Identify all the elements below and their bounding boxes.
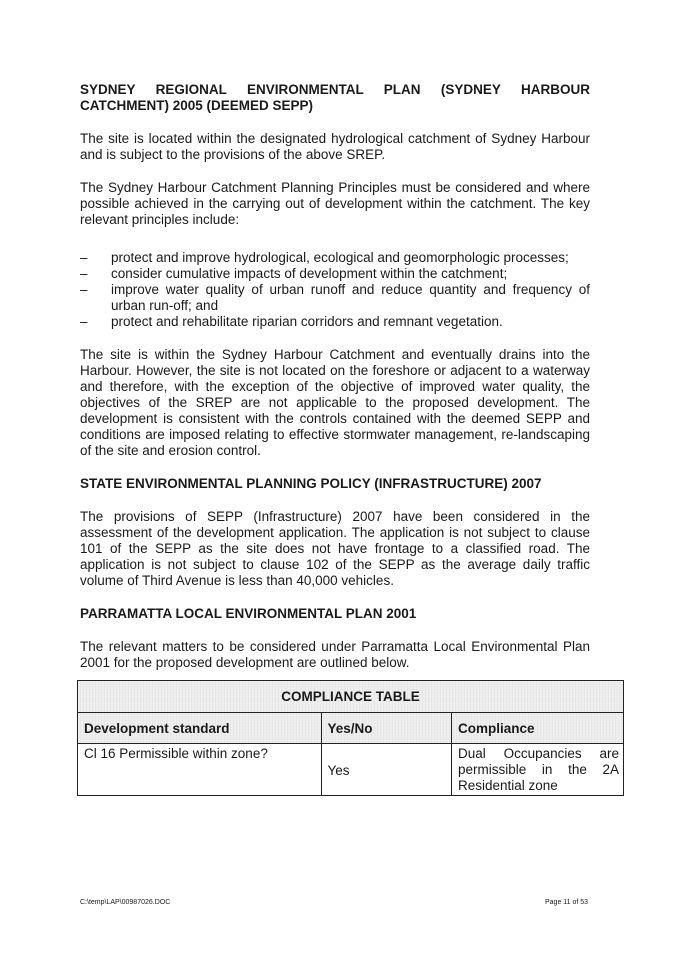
footer-file-path: C:\temp\LAP\00987026.DOC bbox=[80, 899, 171, 906]
list-item: – improve water quality of urban runoff and reduce quantity and frequency of urban run-off; and bbox=[80, 282, 590, 313]
sepp-infrastructure-paragraph: The provisions of SEPP (Infrastructure) 2007 have been considered in the assessment of the development application. The application is not subject to clause 101 of the SEPP as the site does not have frontage to a classified road. The application is not subject to clause 102 of the SEPP as the average daily traffic volume of Third Avenue is less than 40,000 vehicles. bbox=[80, 509, 590, 588]
list-item: – protect and rehabilitate riparian corridors and remnant vegetation. bbox=[80, 314, 503, 329]
dash-bullet: – bbox=[80, 250, 88, 265]
srep-paragraph-2: The Sydney Harbour Catchment Planning Principles must be considered and where possible achieved in the carrying out of development within the catchment. The key relevant principles include: bbox=[80, 180, 590, 227]
dash-bullet: – bbox=[80, 314, 88, 329]
table-row bbox=[78, 744, 624, 796]
header-development-standard: Development standard bbox=[78, 713, 322, 744]
section-heading-lep: PARRAMATTA LOCAL ENVIRONMENTAL PLAN 2001 bbox=[80, 606, 417, 621]
cell-development-standard: Cl 16 Permissible within zone? bbox=[78, 744, 322, 796]
dash-bullet: – bbox=[80, 282, 88, 297]
compliance-table bbox=[77, 680, 624, 796]
srep-paragraph-1: The site is located within the designated hydrological catchment of Sydney Harbour and is subject to the provisions of the above SREP. bbox=[80, 131, 590, 162]
cell-compliance: Dual Occupancies are permissible in the 2A Residential zone bbox=[451, 744, 623, 796]
lep-paragraph: The relevant matters to be considered under Parramatta Local Environmental Plan 2001 for the proposed development are outlined below. bbox=[80, 639, 590, 670]
cell-yes-no: Yes bbox=[321, 744, 451, 796]
footer-page-number: Page 11 of 53 bbox=[545, 899, 589, 906]
dash-bullet: – bbox=[80, 266, 88, 281]
header-yes-no: Yes/No bbox=[321, 713, 451, 744]
header-compliance: Compliance bbox=[451, 713, 623, 744]
section-heading-sepp-infrastructure: STATE ENVIRONMENTAL PLANNING POLICY (INFRASTRUCTURE) 2007 bbox=[80, 476, 542, 491]
srep-paragraph-3: The site is within the Sydney Harbour Catchment and eventually drains into the Harbour. However, the site is not located on the foreshore or adjacent to a waterway and therefore, with the exception of the objective of improved water quality, the objectives of the SREP are not applicable to the proposed development. The development is consistent with the controls contained with the deemed SEPP and conditions are imposed relating to effective stormwater management, re-landscaping of the site and erosion control. bbox=[80, 347, 590, 458]
document-body bbox=[80, 82, 590, 671]
list-item: – protect and improve hydrological, ecological and geomorphologic processes; bbox=[80, 250, 569, 265]
list-item: – consider cumulative impacts of development within the catchment; bbox=[80, 266, 508, 281]
principles-list bbox=[80, 250, 590, 330]
compliance-table-title: COMPLIANCE TABLE bbox=[78, 681, 624, 713]
section-heading-srep: SYDNEY REGIONAL ENVIRONMENTAL PLAN (SYDNEY HARBOUR CATCHMENT) 2005 (DEEMED SEPP) bbox=[80, 82, 590, 113]
